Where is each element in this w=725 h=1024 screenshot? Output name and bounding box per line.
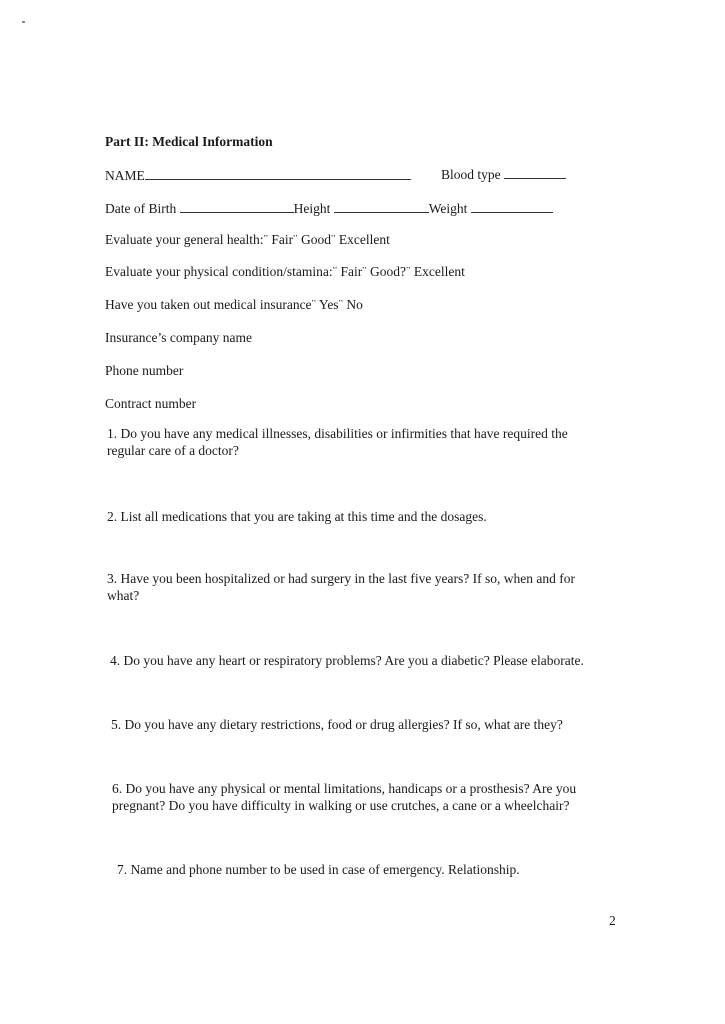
weight-input-line[interactable] <box>471 200 553 213</box>
dob-height-weight-row <box>105 200 553 217</box>
insurance-company-label: Insurance’s company name <box>105 330 252 345</box>
height-label: Height <box>293 201 331 216</box>
medical-insurance-choice[interactable]: Have you taken out medical insurance¨ Yes¨ No <box>105 297 363 312</box>
blood-type-field-row <box>441 166 566 183</box>
weight-label: Weight <box>428 201 468 216</box>
name-field-row <box>105 167 411 184</box>
question-3: 3. Have you been hospitalized or had surgery in the last five years? If so, when and for what? <box>107 571 575 603</box>
page-number: 2 <box>609 913 616 928</box>
dob-input-line[interactable] <box>180 200 294 213</box>
name-label: NAME <box>105 168 145 183</box>
section-title: Part II: Medical Information <box>105 134 273 149</box>
name-input-line[interactable] <box>145 167 411 180</box>
dob-label: Date of Birth <box>105 201 177 216</box>
blood-type-label: Blood type <box>441 167 501 182</box>
question-2: 2. List all medications that you are taking at this time and the dosages. <box>107 509 487 524</box>
question-5: 5. Do you have any dietary restrictions, food or drug allergies? If so, what are they? <box>111 717 563 732</box>
blood-type-input-line[interactable] <box>504 166 566 179</box>
insurance-phone-label: Phone number <box>105 363 184 378</box>
question-1: 1. Do you have any medical illnesses, disabilities or infirmities that have required the regular care of a doctor? <box>107 426 568 458</box>
scan-speck <box>22 21 25 23</box>
height-input-line[interactable] <box>334 200 429 213</box>
contract-number-label: Contract number <box>105 396 197 411</box>
general-health-rating[interactable]: Evaluate your general health:¨ Fair¨ Good¨ Excellent <box>105 232 390 247</box>
question-6: 6. Do you have any physical or mental limitations, handicaps or a prosthesis? Are you pregnant? Do you have difficulty in walking or use crutches, a cane or a wheelchair? <box>112 781 577 813</box>
question-7: 7. Name and phone number to be used in case of emergency. Relationship. <box>117 862 520 877</box>
question-4: 4. Do you have any heart or respiratory problems? Are you a diabetic? Please elaborate. <box>110 653 584 668</box>
physical-condition-rating[interactable]: Evaluate your physical condition/stamina:¨ Fair¨ Good?¨ Excellent <box>105 264 465 279</box>
